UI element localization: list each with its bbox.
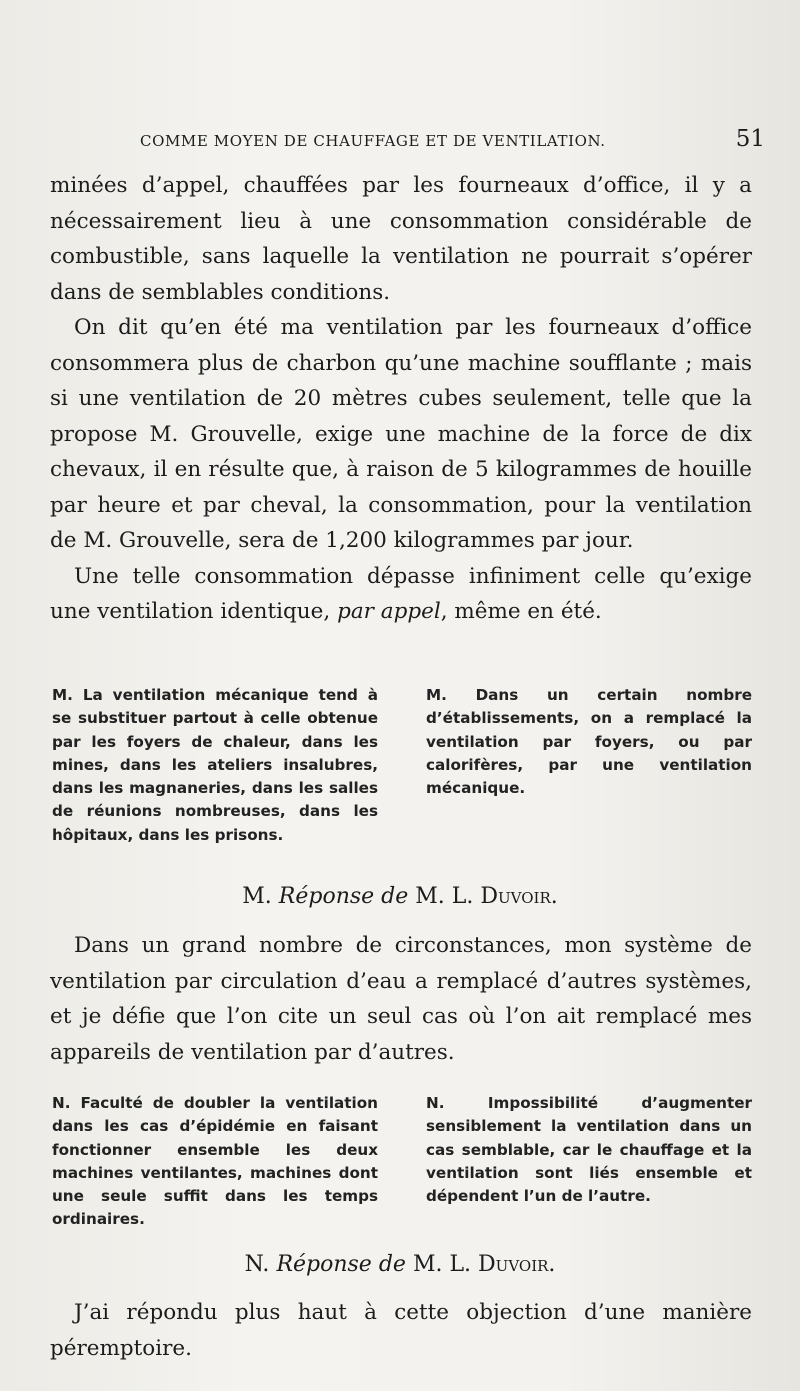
n-right-column: N. Impossibilité d’augmenter sensiblement la ventilation dans un cas semblable, car le chauffage et la ventilation sont liés ensemble et dépendent l’un de l’autre. — [426, 1094, 752, 1206]
n-reply-paragraph: J’ai répondu plus haut à cette objection d’une manière péremptoire. — [50, 1300, 752, 1361]
n-heading-letter: N. — [244, 1252, 270, 1277]
n-heading-name: M. L. Duvoir. — [412, 1252, 556, 1277]
n-reply-block — [50, 1295, 752, 1366]
m-reply-block — [50, 928, 752, 1070]
emphasis-par-appel: par appel — [337, 599, 441, 624]
m-reply-paragraph: Dans un grand nombre de circonstances, mon système de ventilation par circulation d’eau a remplacé d’autres systèmes, et je défie que l’on cite un seul cas où l’on ait remplacé mes appareils de ventilation par d’autres. — [50, 933, 752, 1065]
paragraph-3-text: Une telle consommation dépasse infiniment celle qu’exige une ventilation identique, par appel, même en été. — [50, 563, 752, 624]
n-heading-reponse: Réponse de — [276, 1252, 406, 1277]
m-comparison-columns — [52, 684, 752, 847]
page-number: 51 — [735, 126, 765, 152]
m-left-column: M. La ventilation mécanique tend à se substituer partout à celle obtenue par les foyers de chaleur, dans les mines, dans les ateliers insalubres, dans les magnaneries, dans les salles de réunions nombreuses, dans les hôpitaux, dans les prisons. — [52, 686, 378, 844]
n-left-column: N. Faculté de doubler la ventilation dans les cas d’épidémie en faisant fonctionner ensemble les deux machines ventilantes, machines dont une seule suffit dans les temps ordinaires. — [52, 1094, 378, 1229]
m-right-column: M. Dans un certain nombre d’établissements, on a remplacé la ventilation par foyers, ou par calorifères, par une ventilation mécanique. — [426, 686, 752, 798]
running-head: COMME MOYEN DE CHAUFFAGE ET DE VENTILATION. — [140, 132, 606, 150]
m-heading-name: M. L. Duvoir. — [415, 884, 558, 909]
n-reply-heading — [0, 1252, 800, 1277]
m-reply-heading — [0, 884, 800, 909]
m-heading-reponse: Réponse de — [278, 884, 409, 909]
paragraph-2: On dit qu’en été ma ventilation par les fourneaux d’office consommera plus de charbon qu’une machine soufflante ; mais si une ventilation de 20 mètres cubes seulement, telle que la propose M. Grouvelle, exige une machine de la force de dix chevaux, il en résulte que, à raison de 5 kilogrammes de houille par heure et par cheval, la consommation, pour la ventilation de M. Grouvelle, sera de 1,200 kilogrammes par jour. — [50, 315, 752, 553]
paragraph-3 — [50, 559, 752, 630]
n-comparison-columns — [52, 1092, 752, 1232]
main-text-block — [50, 168, 752, 630]
m-heading-letter: M. — [242, 884, 272, 909]
paragraph-1: minées d’appel, chauffées par les fourneaux d’office, il y a nécessairement lieu à une consommation considérable de combustible, sans laquelle la ventilation ne pourrait s’opérer dans de semblables conditions. — [50, 173, 752, 305]
page-header — [125, 126, 765, 156]
